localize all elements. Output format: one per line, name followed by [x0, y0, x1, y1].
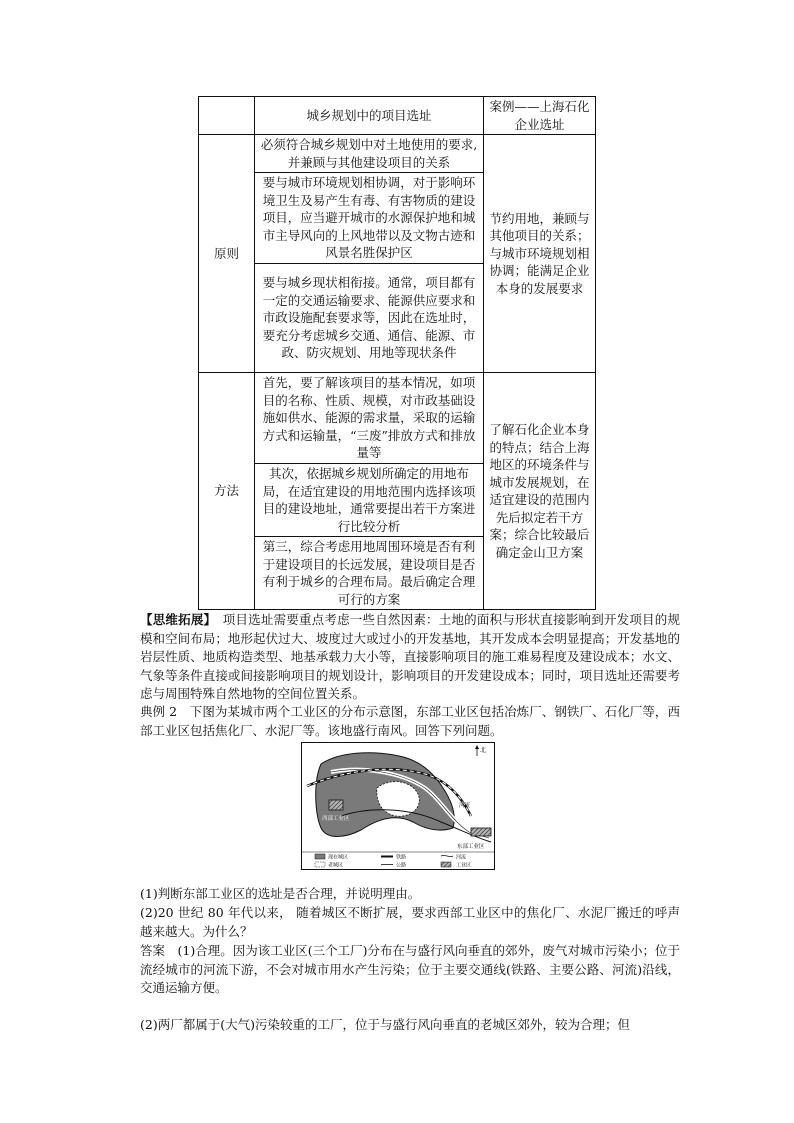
- legend-river: 河流: [456, 854, 467, 861]
- north-label: 北: [480, 747, 487, 754]
- site-selection-table: [198, 96, 596, 610]
- legend-urban: 现在城区: [328, 854, 349, 861]
- table-row: [199, 373, 596, 464]
- method-cell-1: 首先，要了解该项目的基本情况，如项目的名称、性质、规模，对市政基础设施如供水、能源的需求量，采取的运输方式和运输量，“三废”排放方式和排放量等: [255, 373, 484, 464]
- principle-cell-1: 必须符合城乡规划中对土地使用的要求,并兼顾与其他建设项目的关系: [255, 135, 484, 173]
- question-2: (2)20 世纪 80 年代以来， 随着城区不断扩展，要求西部工业区中的焦化厂、水泥厂搬迁的呼声越来越大。为什么？: [140, 905, 680, 939]
- east-industrial-zone: [471, 828, 491, 836]
- table-header-empty: [199, 97, 255, 135]
- legend-industry: 工业区: [456, 862, 472, 869]
- table-header-case: 案例——上海石化企业选址: [484, 97, 596, 135]
- table-header-planning: 城乡规划中的项目选址: [255, 97, 484, 135]
- principle-case-cell: 节约用地，兼顾与其他项目的关系；与城市环境规划相协调；能满足企业本身的发展要求: [484, 135, 596, 373]
- example-paragraph: 典例 2 下图为某城市两个工业区的分布示意图，东部工业区包括冶炼厂、钢铁厂、石化厂等，西部工业区包括焦化厂、水泥厂等。该地盛行南风。回答下列问题。: [140, 704, 680, 738]
- legend-oldcity: 老城区: [328, 862, 344, 869]
- answer-2: (2)两厂都属于(大气)污染较重的工厂，位于与盛行风向垂直的老城区郊外，较为合理；但: [140, 1017, 630, 1032]
- table-row: [199, 135, 596, 173]
- legend-urban-swatch: [315, 854, 325, 859]
- thinking-extension-paragraph: [140, 611, 680, 704]
- principle-cell-3: 要与城乡现状相衔接。通常，项目都有一定的交通运输要求、能源供应要求和市政设施配套要求等，因此在选址时，要充分考虑城乡交通、通信、能源、市政、防灾规划、用地等现状条件: [255, 264, 484, 373]
- west-zone-label: 西部工业区: [322, 816, 350, 822]
- legend-oldcity-swatch: [315, 862, 325, 867]
- question-1: (1)判断东部工业区的选址是否合理，并说明理由。: [140, 886, 421, 901]
- legend-industry-swatch: [441, 862, 451, 867]
- method-cell-3: 第三，综合考虑用地周围环境是否有利于建设项目的长远发展，建设项目是否有利于城乡的合理布局。最后确定合理可行的方案: [255, 537, 484, 610]
- thinking-extension-label: 【思维拓展】: [140, 612, 210, 627]
- legend-road: 公路: [396, 862, 407, 869]
- answer-1: 答案 (1)合理。因为该工业区(三个工厂)分布在与盛行风向垂直的郊外，废气对城市污染小；位于流经城市的河流下游，不会对城市用水产生污染；位于主要交通线(铁路、主要公路、河流)沿线，交通运输方便。: [140, 943, 680, 995]
- table-header-row: [199, 97, 596, 135]
- method-case-cell: 了解石化企业本身的特点；结合上海地区的环境条件与城市发展规划，在适宜建设的范围内先后拟定若干方案；综合比较最后确定金山卫方案: [484, 373, 596, 610]
- principle-cell-2: 要与城市环境规划相协调，对于影响环境卫生及易产生有毒、有害物质的建设项目，应当避开城市的水源保护地和城市主导风向的上风地带以及文物古迹和风景名胜保护区: [255, 173, 484, 264]
- east-zone-label: 东部工业区: [457, 844, 485, 850]
- river-label: 河流: [459, 803, 471, 809]
- west-industrial-zone: [329, 800, 343, 810]
- thinking-extension-text: 项目选址需要重点考虑一些自然因素：土地的面积与形状直接影响到开发项目的规模和空间布局；地形起伏过大、坡度过大或过小的开发基地，其开发成本会明显提高；开发基地的岩层性质、地质构造类型、地基承载力大小等，直接影响项目的施工难易程度及建设成本；水文、气象等条件直接或间接影响项目的规划设计，影响项目的开发建设成本；同时，项目选址还需要考虑与周围特殊自然地物的空间位置关系。: [140, 612, 680, 701]
- industrial-zone-map: [301, 742, 495, 870]
- legend-railway: 铁路: [396, 854, 407, 861]
- row-label-principle: 原则: [199, 135, 255, 373]
- row-label-method: 方法: [199, 373, 255, 610]
- method-cell-2: 其次，依据城乡规划所确定的用地布局，在适宜建设的用地范围内选择该项目的建设地址，通常要提出若干方案进行比较分析: [255, 464, 484, 537]
